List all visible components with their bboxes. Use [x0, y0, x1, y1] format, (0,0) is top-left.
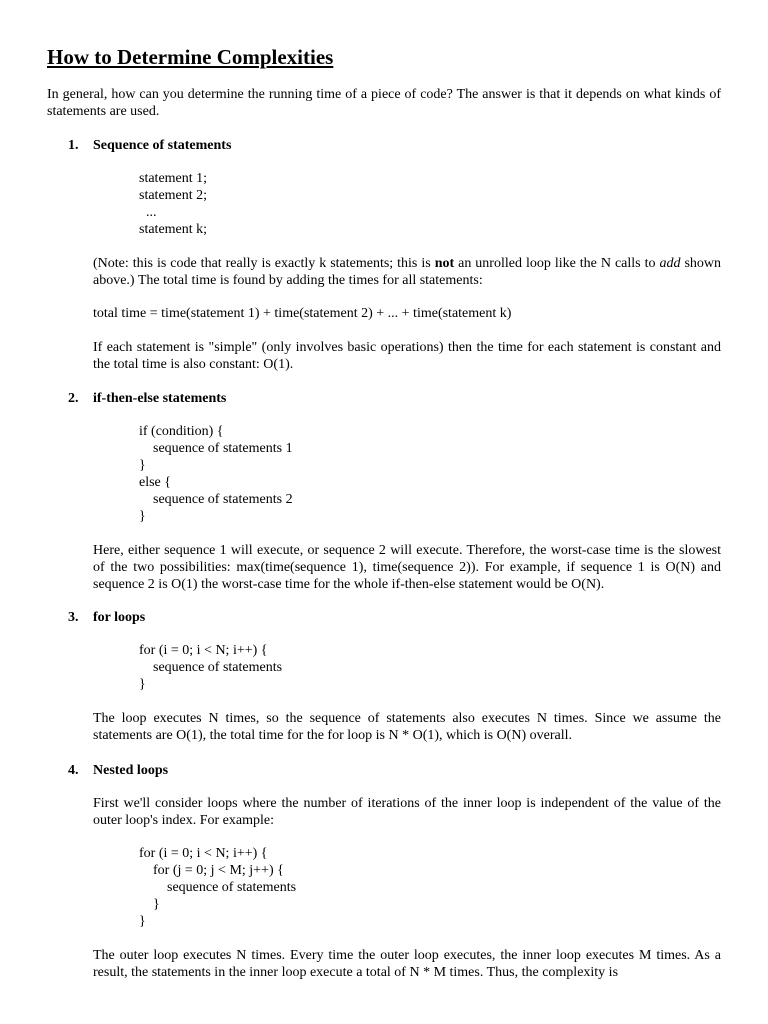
section-title: Nested loops: [93, 763, 169, 778]
code-block-for-loop: for (i = 0; i < N; i++) { sequence of statements }: [139, 643, 283, 692]
section-title: for loops: [93, 610, 146, 625]
body-paragraph: If each statement is "simple" (only involves basic operations) then the time for each statement is constant and the total time is also constant: O(1).: [93, 340, 721, 372]
section-title: Sequence of statements: [93, 138, 232, 153]
body-paragraph: Here, either sequence 1 will execute, or sequence 2 will execute. Therefore, the worst-case time is the slowest of the two possibilities: max(time(sequence 1), time(sequence 2)). For example, if sequence 1 is O(N) and sequence 2 is O(1) the worst-case time for the whole if-then-else statement would be O(N).: [93, 543, 721, 592]
note-text: shown above.) The total time is found by adding the times for all statements:: [93, 256, 722, 288]
code-block-sequence: statement 1; statement 2; ... statement k;: [139, 171, 208, 237]
section-number: 1.: [68, 138, 79, 153]
page-title: How to Determine Complexities: [47, 45, 334, 69]
section-number: 3.: [68, 610, 79, 625]
section-heading-for-loops: [68, 609, 145, 626]
section-heading-sequence: [68, 137, 231, 154]
code-block-nested-loops: for (i = 0; i < N; i++) { for (j = 0; j < M; j++) { sequence of statements } }: [139, 846, 297, 929]
body-paragraph: The outer loop executes N times. Every time the outer loop executes, the inner loop executes M times. As a result, the statements in the inner loop execute a total of N * M times. Thus, the complexity is: [93, 948, 721, 980]
intro-paragraph: In general, how can you determine the running time of a piece of code? The answer is that it depends on what kinds of statements are used.: [47, 87, 721, 119]
note-text: an unrolled loop like the N calls to: [454, 256, 660, 271]
note-italic-text: add: [659, 256, 681, 271]
code-block-if-then-else: if (condition) { sequence of statements 1 } else { sequence of statements 2 }: [139, 424, 293, 524]
note-bold-text: not: [434, 256, 455, 271]
section-heading-nested-loops: [68, 762, 168, 779]
section-number: 2.: [68, 391, 79, 406]
body-paragraph: First we'll consider loops where the number of iterations of the inner loop is independent of the value of the outer loop's index. For example:: [93, 796, 721, 828]
section-number: 4.: [68, 763, 79, 778]
body-paragraph: The loop executes N times, so the sequence of statements also executes N times. Since we assume the statements are O(1), the total time for the for loop is N * O(1), which is O(N) overall.: [93, 711, 721, 743]
section-heading-if-then-else: [68, 390, 226, 407]
note-paragraph: [93, 255, 721, 289]
formula-line: total time = time(statement 1) + time(statement 2) + ... + time(statement k): [93, 306, 512, 321]
note-text: (Note: this is code that really is exactly k statements; this is: [93, 256, 435, 271]
section-title: if-then-else statements: [93, 391, 227, 406]
